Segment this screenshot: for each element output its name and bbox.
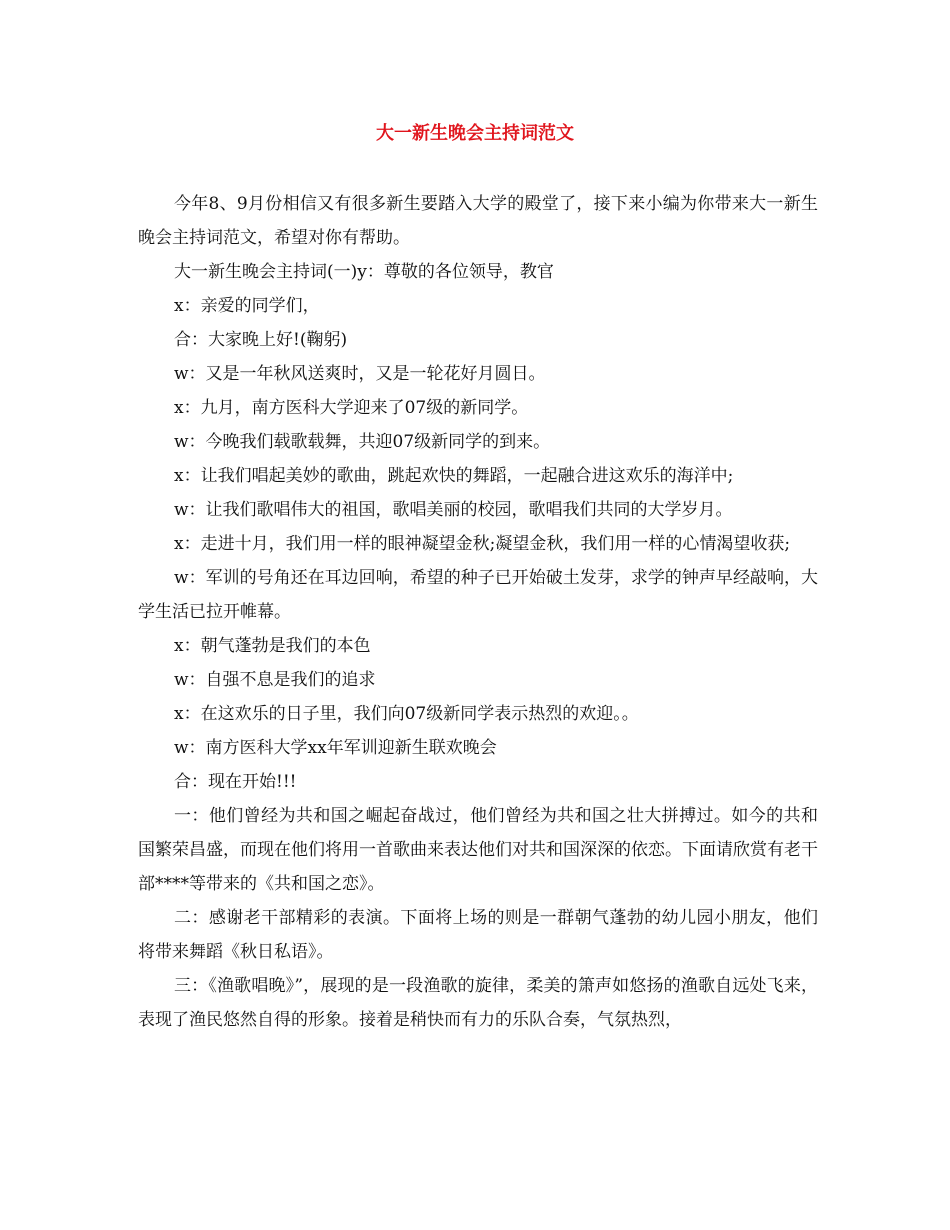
paragraph: 二：感谢老干部精彩的表演。下面将上场的则是一群朝气蓬勃的幼儿园小朋友，他们将带来舞蹈《秋日私语》。 — [138, 908, 818, 962]
document-body — [138, 187, 818, 1037]
paragraph: x：走进十月，我们用一样的眼神凝望金秋;凝望金秋，我们用一样的心情渴望收获; — [174, 534, 791, 554]
paragraph: w：军训的号角还在耳边回响，希望的种子已开始破土发芽，求学的钟声早经敲响，大学生活已拉开帷幕。 — [138, 568, 818, 622]
paragraph: 大一新生晚会主持词(一)y：尊敬的各位领导，教官 — [174, 262, 554, 282]
paragraph: w：自强不息是我们的追求 — [174, 670, 376, 690]
paragraph: w：南方医科大学xx年军训迎新生联欢晚会 — [174, 738, 497, 758]
paragraph: w：又是一年秋风送爽时，又是一轮花好月圆日。 — [174, 364, 546, 384]
paragraph: x：九月，南方医科大学迎来了07级的新同学。 — [174, 398, 529, 418]
paragraph: 一：他们曾经为共和国之崛起奋战过，他们曾经为共和国之壮大拼搏过。如今的共和国繁荣昌盛，而现在他们将用一首歌曲来表达他们对共和国深深的依恋。下面请欣赏有老干部****等带来的《共和国之恋》。 — [138, 806, 818, 894]
paragraph: x：朝气蓬勃是我们的本色 — [174, 636, 371, 656]
paragraph: 三：《渔歌唱晚》”，展现的是一段渔歌的旋律，柔美的箫声如悠扬的渔歌自远处飞来，表现了渔民悠然自得的形象。接着是稍快而有力的乐队合奏，气氛热烈， — [138, 976, 818, 1030]
paragraph: x：亲爱的同学们， — [174, 296, 320, 316]
paragraph: 合：现在开始!!! — [174, 772, 297, 792]
paragraph: w：让我们歌唱伟大的祖国，歌唱美丽的校园，歌唱我们共同的大学岁月。 — [174, 500, 733, 520]
paragraph: 合：大家晚上好!(鞠躬) — [174, 330, 348, 350]
paragraph: x：在这欢乐的日子里，我们向07级新同学表示热烈的欢迎。。 — [174, 704, 639, 724]
paragraph: w：今晚我们载歌载舞，共迎07级新同学的到来。 — [174, 432, 551, 452]
paragraph: x：让我们唱起美妙的歌曲，跳起欢快的舞蹈，一起融合进这欢乐的海洋中; — [174, 466, 734, 486]
paragraph: 今年8、9月份相信又有很多新生要踏入大学的殿堂了，接下来小编为你带来大一新生晚会主持词范文，希望对你有帮助。 — [138, 194, 818, 248]
document-title: 大一新生晚会主持词范文 — [376, 123, 574, 144]
